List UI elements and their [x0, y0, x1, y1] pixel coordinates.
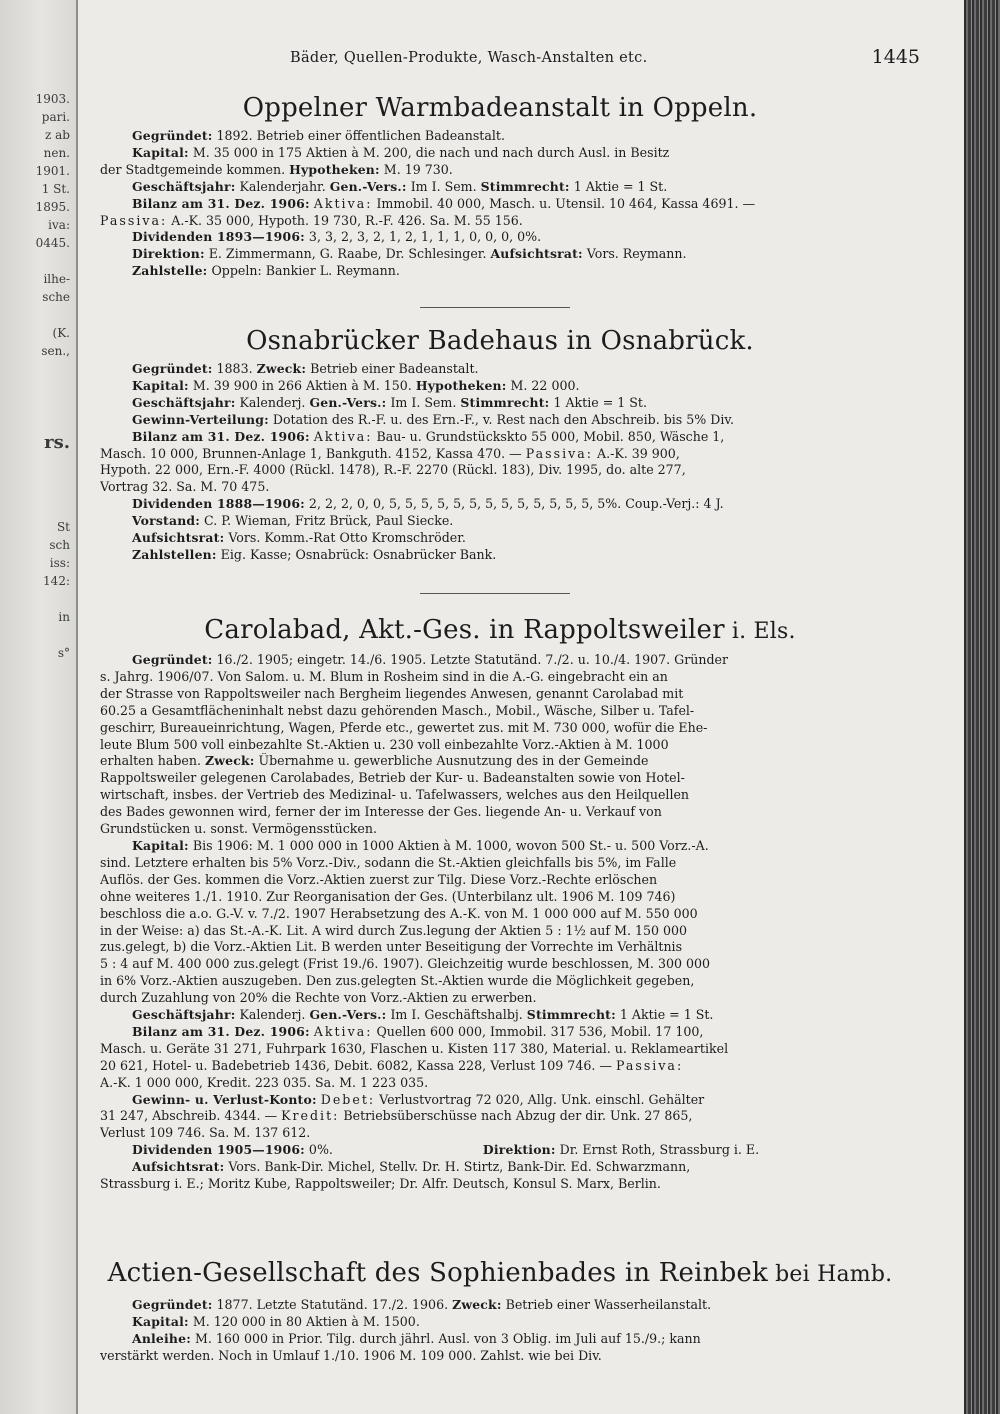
entry-line: Kapital: M. 39 900 in 266 Aktien à M. 150. Hypotheken: M. 22 000. [132, 377, 580, 393]
entry-line: Gegründet: 1892. Betrieb einer öffentlichen Badeanstalt. [132, 128, 505, 143]
entry-line: Vortrag 32. Sa. M. 70 475. [100, 479, 270, 495]
entry-line: erhalten haben. Zweck: Übernahme u. gewerbliche Ausnutzung des in der Gemeinde [100, 753, 649, 769]
entry-line: der Strasse von Rappoltsweiler nach Bergheim liegendes Anwesen, genannt Carolabad mit [100, 685, 684, 701]
entry-line: s. Jahrg. 1906/07. Von Salom. u. M. Blum in Rosheim sind in die A.-G. eingebracht ein an [100, 668, 668, 684]
margin-fragment: nen. [43, 146, 70, 160]
entry-line: Kapital: Bis 1906: M. 1 000 000 in 1000 Aktien à M. 1000, wovon 500 St.- u. 500 Vorz.-A. [132, 837, 709, 853]
entry-line: Bilanz am 31. Dez. 1906: Aktiva: Immobil. 40 000, Masch. u. Utensil. 10 464, Kassa 4691. — [132, 195, 756, 211]
entry-line: Strassburg i. E.; Moritz Kube, Rappoltsweiler; Dr. Alfr. Deutsch, Konsul S. Marx, Berlin. [100, 1176, 661, 1192]
entry-line: des Bades gewonnen wird, ferner der im Interesse der Ges. liegende An- u. Verkauf von [100, 804, 662, 820]
entry-line: Hypoth. 22 000, Ern.-F. 4000 (Rückl. 1478), R.-F. 2270 (Rückl. 183), Div. 1995, do. alte 277, [100, 462, 686, 478]
page-number: 1445 [871, 46, 920, 68]
margin-fragment: in [58, 610, 70, 624]
entry-line: Masch. u. Geräte 31 271, Fuhrpark 1630, Flaschen u. Kisten 117 380, Material. u. Reklameartikel [100, 1040, 729, 1056]
entry-line: Geschäftsjahr: Kalenderjahr. Gen.-Vers.: Im I. Sem. Stimmrecht: 1 Aktie = 1 St. [132, 178, 668, 194]
entry-line: Kapital: M. 120 000 in 80 Aktien à M. 1500. [132, 1313, 420, 1329]
entry-sophienbad-reinbek [100, 1257, 900, 1365]
margin-fragment: sch [49, 538, 70, 552]
entry-line: Masch. 10 000, Brunnen-Anlage 1, Bankguth. 4152, Kassa 470. — Passiva: A.-K. 39 900, [100, 445, 680, 461]
entry-line: Bilanz am 31. Dez. 1906: Aktiva: Quellen 600 000, Immobil. 317 536, Mobil. 17 100, [132, 1023, 704, 1039]
margin-fragment: sen., [41, 344, 70, 358]
entry-line: beschloss die a.o. G.-V. v. 7./2. 1907 Herabsetzung des A.-K. von M. 1 000 000 auf M. 550 000 [100, 905, 698, 921]
entry-line: Passiva: A.-K. 35 000, Hypoth. 19 730, R.-F. 426. Sa. M. 55 156. [100, 212, 523, 228]
entry-line: geschirr, Bureaueinrichtung, Wagen, Pferde etc., gewertet zus. mit M. 730 000, wofür die Ehe- [100, 719, 708, 735]
entry-line: Bilanz am 31. Dez. 1906: Aktiva: Bau- u. Grundstückskto 55 000, Mobil. 850, Wäsche 1, [132, 428, 725, 444]
entry-line: Aufsichtsrat: Vors. Bank-Dir. Michel, Stellv. Dr. H. Stirtz, Bank-Dir. Ed. Schwarzmann, [132, 1159, 691, 1175]
entry-line: Aufsichtsrat: Vors. Komm.-Rat Otto Kromschröder. [132, 530, 466, 546]
entry-title: Osnabrücker Badehaus in Osnabrück. [246, 326, 754, 356]
entry-line: Grundstücken u. sonst. Vermögensstücken. [100, 821, 377, 837]
entry-line: sind. Letztere erhalten bis 5% Vorz.-Div., sodann die St.-Aktien gleichfalls bis 5%, im Falle [100, 854, 677, 870]
entry-title: Carolabad, Akt.-Ges. in Rappoltsweiler i. Els. [204, 615, 796, 645]
margin-fragment: (K. [52, 326, 70, 340]
running-head-title: Bäder, Quellen-Produkte, Wasch-Anstalten etc. [290, 50, 648, 66]
margin-fragment: 142: [43, 574, 70, 588]
entry-title: Oppelner Warmbadeanstalt in Oppeln. [242, 93, 758, 123]
entry-line: 31 247, Abschreib. 4344. — Kredit: Betriebsüberschüsse nach Abzug der dir. Unk. 27 865, [100, 1108, 693, 1124]
entry-line: 5 : 4 auf M. 400 000 zus.gelegt (Frist 19./6. 1907). Gleichzeitig wurde beschlossen, M. 300 000 [100, 956, 711, 972]
entry-osnabruecker-badehaus [100, 325, 900, 564]
margin-fragment: 1895. [35, 200, 70, 214]
entry-line: verstärkt werden. Noch in Umlauf 1./10. 1906 M. 109 000. Zahlst. wie bei Div. [100, 1347, 602, 1363]
entry-line: Gegründet: 1883. Zweck: Betrieb einer Badeanstalt. [132, 361, 479, 376]
entry-line: in 6% Vorz.-Aktien auszugeben. Den zus.gelegten St.-Aktien wurde die Möglichkeit gegeben, [100, 973, 695, 989]
entry-line: Rappoltsweiler gelegenen Carolabades, Betrieb der Kur- u. Badeanstalten sowie von Hotel- [100, 770, 685, 786]
entry-title: Actien-Gesellschaft des Sophienbades in Reinbek bei Hamb. [107, 1258, 893, 1288]
entry-line: zus.gelegt, b) die Vorz.-Aktien Lit. B werden unter Beseitigung der Vorrechte im Verhältnis [100, 939, 683, 955]
book-spine-edge [964, 0, 1000, 1414]
entry-line: Kapital: M. 35 000 in 175 Aktien à M. 200, die nach und nach durch Ausl. in Besitz [132, 144, 670, 160]
margin-fragment: ilhe- [43, 272, 70, 286]
entry-carolabad [100, 614, 900, 1193]
entry-line: Gegründet: 16./2. 1905; eingetr. 14./6. 1905. Letzte Statutänd. 7./2. u. 10./4. 1907. Gründer [132, 652, 729, 667]
entry-line: Gewinn- u. Verlust-Konto: Debet: Verlustvortrag 72 020, Allg. Unk. einschl. Gehälter [132, 1091, 705, 1107]
section-divider [420, 307, 570, 308]
entry-line: Zahlstellen: Eig. Kasse; Osnabrück: Osnabrücker Bank. [132, 546, 497, 562]
margin-fragment: 1 St. [41, 182, 70, 196]
entry-line: Geschäftsjahr: Kalenderj. Gen.-Vers.: Im I. Sem. Stimmrecht: 1 Aktie = 1 St. [132, 394, 647, 410]
margin-fragment: 0445. [35, 236, 70, 250]
entry-line: Geschäftsjahr: Kalenderj. Gen.-Vers.: Im I. Geschäftshalbj. Stimmrecht: 1 Aktie = 1 St. [132, 1007, 714, 1023]
margin-fragment: z ab [45, 128, 70, 142]
entry-line: 60.25 a Gesamtflächeninhalt nebst dazu gehörenden Masch., Mobil., Wäsche, Silber u. Tafel- [100, 702, 695, 718]
entry-line: Anleihe: M. 160 000 in Prior. Tilg. durch jährl. Ausl. von 3 Oblig. im Juli auf 15./9.; kann [132, 1330, 701, 1346]
margin-fragment: iss: [49, 556, 70, 570]
entry-line: A.-K. 1 000 000, Kredit. 223 035. Sa. M. 1 223 035. [100, 1074, 429, 1090]
entry-line: Verlust 109 746. Sa. M. 137 612. [100, 1125, 311, 1141]
entry-line: in der Weise: a) das St.-A.-K. Lit. A wird durch Zus.legung der Aktien 5 : 1½ auf M. 150 000 [100, 922, 688, 938]
entry-line: wirtschaft, insbes. der Vertrieb des Medizinal- u. Tafelwassers, welches aus den Heilquellen [100, 787, 690, 803]
entry-line: leute Blum 500 voll einbezahlte St.-Aktien u. 230 voll einbezahlte Vorz.-Aktien à M. 1000 [100, 736, 669, 752]
margin-fragment: s° [57, 646, 70, 660]
entry-oppelner-warmbadeanstalt [100, 92, 900, 280]
entry-line: Direktion: E. Zimmermann, G. Raabe, Dr. Schlesinger. Aufsichtsrat: Vors. Reymann. [132, 246, 687, 262]
entry-line: Dividenden 1905—1906: 0%. Direktion: Dr. Ernst Roth, Strassburg i. E. [132, 1142, 760, 1158]
running-head [100, 46, 920, 72]
margin-fragment: St [56, 520, 70, 534]
section-divider [420, 593, 570, 594]
entry-line: Gewinn-Verteilung: Dotation des R.-F. u. des Ern.-F., v. Rest nach den Abschreib. bis 5% Div. [132, 411, 735, 427]
entry-line: Dividenden 1888—1906: 2, 2, 2, 0, 0, 5, 5, 5, 5, 5, 5, 5, 5, 5, 5, 5, 5, 5, 5%. Coup.-Verj.: 4 J. [132, 496, 724, 512]
entry-line: Auflös. der Ges. kommen die Vorz.-Aktien zuerst zur Tilg. Diese Vorz.-Rechte erlöschen [100, 871, 658, 887]
entry-line: Zahlstelle: Oppeln: Bankier L. Reymann. [132, 263, 400, 279]
entry-line: durch Zuzahlung von 20% die Rechte von Vorz.-Aktien zu erwerben. [100, 990, 537, 1006]
entry-line: Gegründet: 1877. Letzte Statutänd. 17./2. 1906. Zweck: Betrieb einer Wasserheilanstalt. [132, 1297, 712, 1312]
document-page [100, 0, 952, 1414]
margin-fragment: 1901. [35, 164, 70, 178]
margin-fragment: pari. [41, 110, 70, 124]
margin-fragment: rs. [44, 432, 70, 453]
entry-line: der Stadtgemeinde kommen. Hypotheken: M. 19 730. [100, 161, 453, 177]
entry-line: 20 621, Hotel- u. Badebetrieb 1436, Debit. 6082, Kassa 228, Verlust 109 746. — Passiva: [100, 1057, 684, 1073]
entry-line: Dividenden 1893—1906: 3, 3, 2, 3, 2, 1, 2, 1, 1, 1, 0, 0, 0, 0%. [132, 229, 542, 245]
entry-line: Vorstand: C. P. Wieman, Fritz Brück, Paul Siecke. [132, 513, 454, 529]
margin-fragment: sche [42, 290, 70, 304]
margin-fragment: iva: [48, 218, 70, 232]
entry-line: ohne weiteres 1./1. 1910. Zur Reorganisation der Ges. (Unterbilanz ult. 1906 M. 109 746) [100, 888, 676, 904]
margin-fragment: 1903. [35, 92, 70, 106]
left-page-margin [0, 0, 78, 1414]
